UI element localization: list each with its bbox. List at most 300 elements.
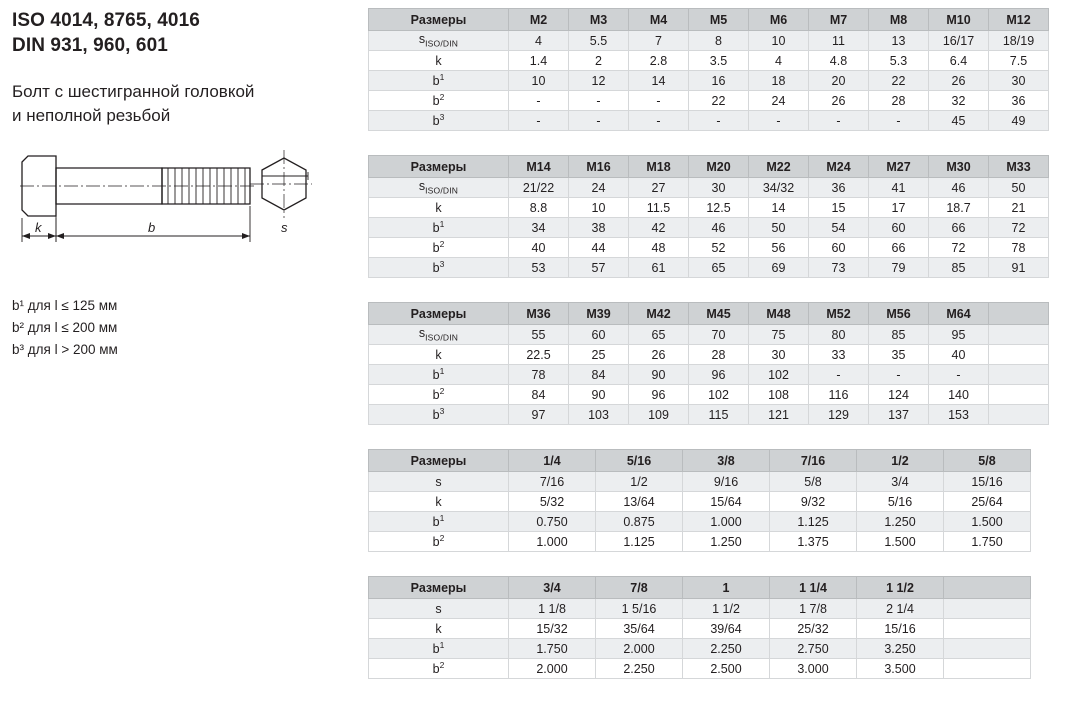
column-header: M30 <box>929 156 989 178</box>
table-cell: 103 <box>569 405 629 425</box>
table-cell <box>989 325 1049 345</box>
table-cell: 95 <box>929 325 989 345</box>
row-header-symbol: k <box>435 53 442 68</box>
table-cell: 13 <box>869 31 929 51</box>
table-cell: 102 <box>689 385 749 405</box>
dimension-label-s: s <box>281 220 288 236</box>
column-header: M2 <box>509 9 569 31</box>
row-header-symbol: k <box>435 621 442 636</box>
table-cell: 108 <box>749 385 809 405</box>
table-row <box>369 405 1049 425</box>
table-cell: - <box>749 111 809 131</box>
table-cell: 45 <box>929 111 989 131</box>
column-header: 5/8 <box>944 450 1031 472</box>
table-cell: 84 <box>509 385 569 405</box>
table-cell: 2 <box>569 51 629 71</box>
table-cell: 5/8 <box>770 472 857 492</box>
dimensions-table <box>368 8 1049 131</box>
row-header-symbol: b <box>432 241 440 256</box>
table-cell: 1.4 <box>509 51 569 71</box>
table-cell: 102 <box>749 365 809 385</box>
table-cell: 27 <box>629 178 689 198</box>
table-cell: 129 <box>809 405 869 425</box>
table-cell: 32 <box>929 91 989 111</box>
table-cell: 26 <box>809 91 869 111</box>
row-header-superscript: 2 <box>439 239 445 250</box>
row-header <box>369 619 509 639</box>
column-header-sizes: Размеры <box>369 9 509 31</box>
table-cell: 69 <box>749 258 809 278</box>
column-header: M42 <box>629 303 689 325</box>
row-header <box>369 492 509 512</box>
dimensions-table <box>368 449 1031 552</box>
table-row <box>369 385 1049 405</box>
table-cell: 1 7/8 <box>770 599 857 619</box>
table-cell: - <box>629 91 689 111</box>
row-header-superscript: 2 <box>439 660 445 671</box>
table-cell: 3.5 <box>689 51 749 71</box>
table-cell: 12.5 <box>689 198 749 218</box>
table-row <box>369 51 1049 71</box>
table-header-row <box>369 9 1049 31</box>
column-header: M3 <box>569 9 629 31</box>
table-cell: 8.8 <box>509 198 569 218</box>
table-row <box>369 91 1049 111</box>
table-cell <box>989 365 1049 385</box>
table-cell: 13/64 <box>596 492 683 512</box>
table-cell: - <box>509 91 569 111</box>
table-row <box>369 178 1049 198</box>
table-row <box>369 31 1049 51</box>
table-cell: 4.8 <box>809 51 869 71</box>
table-cell: 49 <box>989 111 1049 131</box>
table-cell: 16/17 <box>929 31 989 51</box>
table-cell: 84 <box>569 365 629 385</box>
table-header-row <box>369 577 1031 599</box>
row-header-superscript: 3 <box>439 406 445 417</box>
row-header-symbol: b <box>432 515 440 530</box>
table-cell: 2.000 <box>509 659 596 679</box>
table-cell: 7 <box>629 31 689 51</box>
table-cell: 28 <box>689 345 749 365</box>
title-line-1: ISO 4014, 8765, 4016 <box>12 10 200 31</box>
table-cell: 90 <box>629 365 689 385</box>
row-header-superscript: 1 <box>439 366 445 377</box>
table-cell: 60 <box>569 325 629 345</box>
table-header-row <box>369 156 1049 178</box>
column-header-sizes: Размеры <box>369 303 509 325</box>
table-cell: 2.8 <box>629 51 689 71</box>
column-header: M24 <box>809 156 869 178</box>
table-cell: 41 <box>869 178 929 198</box>
table-row <box>369 198 1049 218</box>
table-cell: 42 <box>629 218 689 238</box>
column-header: 1 <box>683 577 770 599</box>
table-row <box>369 639 1031 659</box>
row-header-superscript: 1 <box>439 219 445 230</box>
column-header: M64 <box>929 303 989 325</box>
table-cell: 17 <box>869 198 929 218</box>
table-cell: - <box>809 111 869 131</box>
tables-column <box>368 8 1049 703</box>
column-header: 1 1/4 <box>770 577 857 599</box>
table-cell: 73 <box>809 258 869 278</box>
table-row <box>369 71 1049 91</box>
table-cell: 44 <box>569 238 629 258</box>
table-cell: 22 <box>689 91 749 111</box>
table-cell: 0.875 <box>596 512 683 532</box>
table-cell: 12 <box>569 71 629 91</box>
column-header: 1/4 <box>509 450 596 472</box>
table-cell: 96 <box>629 385 689 405</box>
row-header <box>369 51 509 71</box>
row-header-superscript: 2 <box>439 533 445 544</box>
table-cell: 1 1/2 <box>683 599 770 619</box>
table-cell: 1.125 <box>770 512 857 532</box>
table-cell: 50 <box>749 218 809 238</box>
row-header-superscript: 2 <box>439 386 445 397</box>
table-cell: 36 <box>989 91 1049 111</box>
table-cell: 15/32 <box>509 619 596 639</box>
table-cell: - <box>869 111 929 131</box>
table-cell: 14 <box>629 71 689 91</box>
column-header <box>989 303 1049 325</box>
table-cell: 3/4 <box>857 472 944 492</box>
table-cell: 1.500 <box>944 512 1031 532</box>
column-header: M27 <box>869 156 929 178</box>
table-cell: - <box>869 365 929 385</box>
table-cell: 115 <box>689 405 749 425</box>
column-header: M7 <box>809 9 869 31</box>
table-cell: 15/16 <box>857 619 944 639</box>
row-header-symbol: s <box>418 179 426 194</box>
dimension-label-b: b <box>148 220 156 236</box>
row-header-symbol: b <box>432 535 440 550</box>
row-header <box>369 472 509 492</box>
row-header-symbol: b <box>432 368 440 383</box>
table-cell: - <box>509 111 569 131</box>
table-cell: 18 <box>749 71 809 91</box>
table-cell: 116 <box>809 385 869 405</box>
table-cell: 2.750 <box>770 639 857 659</box>
table-row <box>369 619 1031 639</box>
table-cell: 24 <box>749 91 809 111</box>
column-header: 1/2 <box>857 450 944 472</box>
table-cell: 78 <box>989 238 1049 258</box>
table-cell: 35 <box>869 345 929 365</box>
table-cell: 91 <box>989 258 1049 278</box>
table-cell: 11.5 <box>629 198 689 218</box>
table-cell: 15/16 <box>944 472 1031 492</box>
row-header <box>369 325 509 345</box>
row-header-subscript: ISO/DIN <box>425 185 459 196</box>
table-cell: 30 <box>689 178 749 198</box>
table-cell: 10 <box>509 71 569 91</box>
row-header-symbol: b <box>432 94 440 109</box>
row-header <box>369 659 509 679</box>
table-cell: 35/64 <box>596 619 683 639</box>
table-cell: 9/32 <box>770 492 857 512</box>
table-cell: 1 5/16 <box>596 599 683 619</box>
row-header-superscript: 1 <box>439 513 445 524</box>
table-cell: 16 <box>689 71 749 91</box>
table-cell: 96 <box>689 365 749 385</box>
table-cell: 6.4 <box>929 51 989 71</box>
table-cell: 70 <box>689 325 749 345</box>
table-cell: 2.500 <box>683 659 770 679</box>
table-cell: - <box>569 91 629 111</box>
table-row <box>369 325 1049 345</box>
table-cell: 53 <box>509 258 569 278</box>
table-cell: 121 <box>749 405 809 425</box>
table-cell: 8 <box>689 31 749 51</box>
note-b2: b² для l ≤ 200 мм <box>12 320 118 336</box>
table-cell: 11 <box>809 31 869 51</box>
table-header-row <box>369 303 1049 325</box>
table-row <box>369 218 1049 238</box>
column-header-sizes: Размеры <box>369 156 509 178</box>
column-header: M33 <box>989 156 1049 178</box>
table-cell: 18.7 <box>929 198 989 218</box>
document-subtitle <box>12 80 357 128</box>
row-header <box>369 178 509 198</box>
table-row <box>369 472 1031 492</box>
table-cell <box>989 345 1049 365</box>
table-cell: 2.250 <box>596 659 683 679</box>
column-header: M10 <box>929 9 989 31</box>
table-row <box>369 238 1049 258</box>
table-cell <box>989 385 1049 405</box>
table-cell <box>944 599 1031 619</box>
row-header-superscript: 3 <box>439 112 445 123</box>
table-cell: 40 <box>929 345 989 365</box>
row-header <box>369 345 509 365</box>
title-line-2: DIN 931, 960, 601 <box>12 35 168 57</box>
table-cell: 5.3 <box>869 51 929 71</box>
table-cell: 75 <box>749 325 809 345</box>
table-cell: 7.5 <box>989 51 1049 71</box>
row-header-symbol: b <box>432 114 440 129</box>
table-cell: 5/32 <box>509 492 596 512</box>
table-cell: 65 <box>689 258 749 278</box>
column-header: 1 1/2 <box>857 577 944 599</box>
column-header: M39 <box>569 303 629 325</box>
table-cell: 78 <box>509 365 569 385</box>
table-cell: 80 <box>809 325 869 345</box>
table-cell: 109 <box>629 405 689 425</box>
row-header <box>369 532 509 552</box>
table-cell: 26 <box>629 345 689 365</box>
table-cell: 22.5 <box>509 345 569 365</box>
table-cell: 85 <box>929 258 989 278</box>
note-b1: b¹ для l ≤ 125 мм <box>12 298 118 314</box>
column-header-sizes: Размеры <box>369 577 509 599</box>
table-cell: 15 <box>809 198 869 218</box>
row-header <box>369 385 509 405</box>
table-cell: - <box>569 111 629 131</box>
table-cell: 28 <box>869 91 929 111</box>
table-cell: 57 <box>569 258 629 278</box>
bolt-diagram-svg <box>12 146 312 256</box>
table-cell: 52 <box>689 238 749 258</box>
column-header: M18 <box>629 156 689 178</box>
column-header: 7/8 <box>596 577 683 599</box>
row-header <box>369 258 509 278</box>
row-header <box>369 238 509 258</box>
row-header <box>369 91 509 111</box>
table-cell: 137 <box>869 405 929 425</box>
table-cell: 34 <box>509 218 569 238</box>
table-cell: 48 <box>629 238 689 258</box>
dimensions-table <box>368 155 1049 278</box>
table-cell: 20 <box>809 71 869 91</box>
table-cell: 1.250 <box>683 532 770 552</box>
row-header-symbol: b <box>432 408 440 423</box>
table-cell: 85 <box>869 325 929 345</box>
table-cell: 79 <box>869 258 929 278</box>
row-header <box>369 31 509 51</box>
column-header: M22 <box>749 156 809 178</box>
row-header-symbol: k <box>435 200 442 215</box>
table-row <box>369 111 1049 131</box>
column-header: 5/16 <box>596 450 683 472</box>
table-cell: 18/19 <box>989 31 1049 51</box>
table-cell: 2 1/4 <box>857 599 944 619</box>
table-cell: 15/64 <box>683 492 770 512</box>
row-header <box>369 198 509 218</box>
column-header: M14 <box>509 156 569 178</box>
table-row <box>369 659 1031 679</box>
table-row <box>369 599 1031 619</box>
table-cell: - <box>629 111 689 131</box>
row-header-symbol: s <box>435 474 442 489</box>
row-header <box>369 365 509 385</box>
column-header: M5 <box>689 9 749 31</box>
table-row <box>369 365 1049 385</box>
document-title <box>12 8 357 58</box>
table-cell: 5.5 <box>569 31 629 51</box>
table-cell: 34/32 <box>749 178 809 198</box>
table-cell: 90 <box>569 385 629 405</box>
table-cell: 25 <box>569 345 629 365</box>
dimensions-table <box>368 302 1049 425</box>
note-b3: b³ для l > 200 мм <box>12 342 118 358</box>
row-header-symbol: b <box>432 221 440 236</box>
row-header-symbol: b <box>432 74 440 89</box>
table-cell: 65 <box>629 325 689 345</box>
row-header-superscript: 3 <box>439 259 445 270</box>
table-cell: 66 <box>929 218 989 238</box>
table-cell: 10 <box>749 31 809 51</box>
row-header-symbol: b <box>432 662 440 677</box>
column-header: M12 <box>989 9 1049 31</box>
subtitle-line-2: и неполной резьбой <box>12 106 171 126</box>
row-header-subscript: ISO/DIN <box>425 332 459 343</box>
table-row <box>369 345 1049 365</box>
row-header-symbol: k <box>435 347 442 362</box>
table-cell: 33 <box>809 345 869 365</box>
row-header <box>369 218 509 238</box>
column-header: M36 <box>509 303 569 325</box>
row-header <box>369 639 509 659</box>
table-cell: 54 <box>809 218 869 238</box>
row-header-symbol: s <box>418 32 426 47</box>
row-header-superscript: 1 <box>439 640 445 651</box>
table-cell: 5/16 <box>857 492 944 512</box>
column-header-sizes: Размеры <box>369 450 509 472</box>
table-cell: 153 <box>929 405 989 425</box>
row-header <box>369 599 509 619</box>
table-cell: - <box>929 365 989 385</box>
column-header: 7/16 <box>770 450 857 472</box>
table-cell: 3.000 <box>770 659 857 679</box>
table-cell: 26 <box>929 71 989 91</box>
notes-block <box>12 295 357 361</box>
row-header <box>369 71 509 91</box>
column-header: M48 <box>749 303 809 325</box>
table-cell: 39/64 <box>683 619 770 639</box>
table-cell: 2.000 <box>596 639 683 659</box>
table-cell: 36 <box>809 178 869 198</box>
row-header-symbol: b <box>432 388 440 403</box>
dimensions-table <box>368 576 1031 679</box>
table-cell: 50 <box>989 178 1049 198</box>
table-cell: 4 <box>509 31 569 51</box>
table-cell: 7/16 <box>509 472 596 492</box>
table-cell: 25/32 <box>770 619 857 639</box>
table-cell: 3.250 <box>857 639 944 659</box>
table-cell: 61 <box>629 258 689 278</box>
table-row <box>369 532 1031 552</box>
table-cell <box>944 659 1031 679</box>
row-header-subscript: ISO/DIN <box>425 38 459 49</box>
row-header-superscript: 1 <box>439 72 445 83</box>
table-cell: 1.000 <box>683 512 770 532</box>
table-cell: 46 <box>929 178 989 198</box>
table-cell: 40 <box>509 238 569 258</box>
column-header: M16 <box>569 156 629 178</box>
column-header: M4 <box>629 9 689 31</box>
table-cell <box>944 639 1031 659</box>
table-cell: 1 1/8 <box>509 599 596 619</box>
row-header-symbol: b <box>432 642 440 657</box>
bolt-drawing <box>12 146 357 261</box>
table-cell: 1.750 <box>509 639 596 659</box>
table-cell: - <box>809 365 869 385</box>
column-header: M52 <box>809 303 869 325</box>
column-header: 3/4 <box>509 577 596 599</box>
column-header <box>944 577 1031 599</box>
table-cell: 66 <box>869 238 929 258</box>
table-cell <box>944 619 1031 639</box>
table-cell: 1.125 <box>596 532 683 552</box>
table-cell: 56 <box>749 238 809 258</box>
table-cell: 124 <box>869 385 929 405</box>
table-cell: 24 <box>569 178 629 198</box>
table-cell: 72 <box>929 238 989 258</box>
table-cell: 55 <box>509 325 569 345</box>
table-cell: 10 <box>569 198 629 218</box>
table-cell: 9/16 <box>683 472 770 492</box>
table-cell: 60 <box>869 218 929 238</box>
table-cell: 60 <box>809 238 869 258</box>
table-cell: 3.500 <box>857 659 944 679</box>
dimension-label-k: k <box>35 220 42 236</box>
table-cell <box>989 405 1049 425</box>
table-header-row <box>369 450 1031 472</box>
subtitle-line-1: Болт с шестигранной головкой <box>12 82 255 102</box>
table-cell: 1.250 <box>857 512 944 532</box>
